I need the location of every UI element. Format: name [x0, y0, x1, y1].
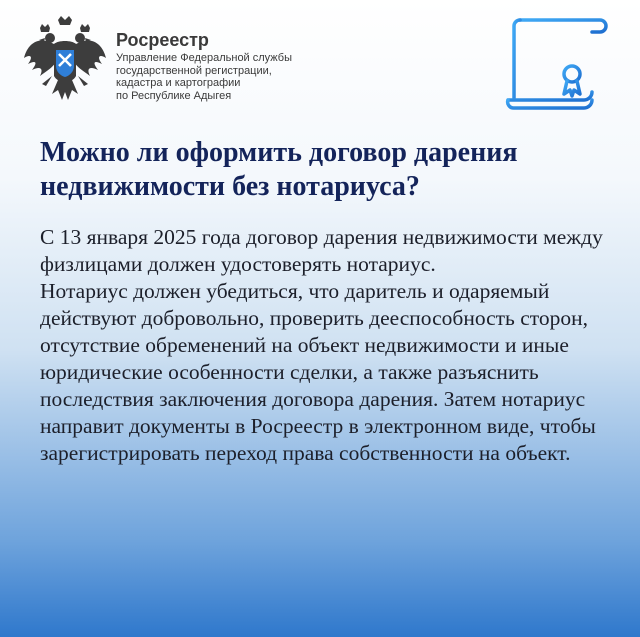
- paragraph: Нотариус должен убедиться, что даритель и одаряемый действуют добровольно, проверить дееспособность сторон, отсутствие обременений на объект недвижимости и иные юридические особенности сделки, а также разъяснить последствия заключения договора дарения. Затем нотариус направит документы в Росреестр в электронном виде, чтобы зарегистрировать переход права собственности на объект.: [40, 279, 596, 465]
- body-text: [40, 224, 615, 467]
- headline-line: Можно ли оформить договор дарения: [40, 137, 518, 168]
- emblem-logo-icon: [22, 14, 108, 110]
- certificate-document-icon: [500, 14, 610, 118]
- organization-block: [116, 30, 292, 102]
- org-desc-line: Управление Федеральной службы: [116, 52, 292, 64]
- paragraph: С 13 января 2025 года договор дарения недвижимости между физлицами должен удостоверять нотариус.: [40, 225, 603, 276]
- org-name: Росреестр: [116, 30, 209, 50]
- org-desc-line: государственной регистрации,: [116, 64, 272, 77]
- headline: [40, 136, 620, 204]
- org-desc-line: по Республике Адыгея: [116, 89, 232, 102]
- headline-line: недвижимости без нотариуса?: [40, 171, 420, 202]
- org-desc-line: кадастра и картографии: [116, 77, 241, 89]
- org-description: [116, 52, 292, 102]
